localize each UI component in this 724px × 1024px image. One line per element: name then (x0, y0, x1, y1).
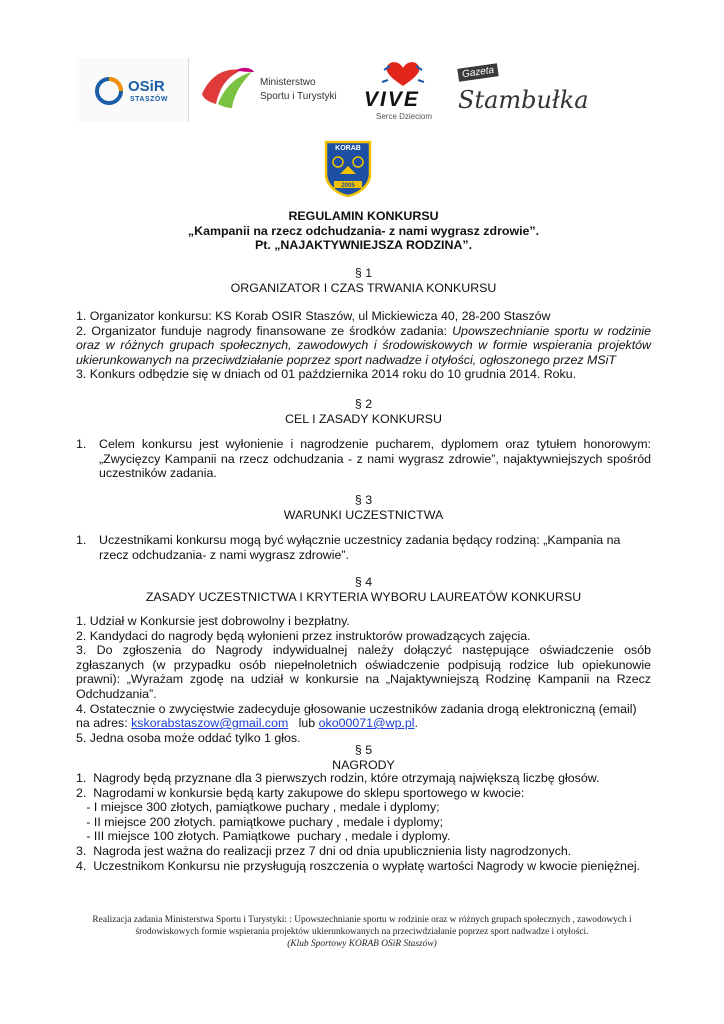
s1-point-1: 1. Organizator konkursu: KS Korab OSIR Staszów, ul Mickiewicza 40, 28-200 Staszów (76, 309, 551, 323)
section-mark: § 4 (354, 575, 373, 589)
s3-point-text: Uczestnikami konkursu mogą być wyłącznie uczestnicy zadania będący rodziną: „Kampania na rzecz odchudzania- z nami wygrasz zdrowie”. (99, 533, 621, 562)
footer-line-2: środowiskowych formie wspierania projektów ukierunkowanych na przeciwdziałanie poprzez sport nadwadze i otyłości. (135, 927, 589, 937)
s3-point-number: 1. (76, 533, 87, 547)
section-mark: § 5 (354, 743, 373, 757)
email-link-oko[interactable]: oko00071@wp.pl (318, 716, 415, 731)
s1-point-2 (76, 324, 651, 368)
s4-point-1: 1. Udział w Konkursie jest dobrowolny i bezpłatny. (76, 614, 350, 628)
doc-title: REGULAMIN KONKURSU (288, 209, 439, 223)
prizes-list (76, 771, 651, 873)
section-title: ZASADY UCZESTNICTWA I KRYTERIA WYBORU LAUREATÓW KONKURSU (145, 589, 582, 604)
list-item: - III miejsce 100 złotych. Pamiątkowe puchary , medale i dyplomy. (76, 829, 451, 844)
s2-point-text: Celem konkursu jest wyłonienie i nagrodzenie pucharem, dyplomem oraz tytułem honorowym: „Zwycięzcy Kampanii na rzecz odchudzania - z nami wygrasz zdrowie”, najaktywniejszych spośród uczestników zadania. (99, 437, 651, 481)
section-1 (76, 266, 651, 295)
list-item: - II miejsce 200 złotych. pamiątkowe puchary , medale i dyplomy; (76, 814, 444, 829)
s1-point-2-text: 2. Organizator funduje nagrody finansowane ze środków zadania: (76, 323, 453, 338)
s4-point-3: 3. Do zgłoszenia do Nagrody indywidualnej należy dołączyć następujące oświadczenie osób zgłaszanych (w przypadku osób niepełnoletnich oświadczenie podpisują rodzice lub opiekunowie prawni): „Wyrażam zgodę na udział w konkursie na „Najaktywniejszą Rodzinę Kampanii na Rzecz Odchudzania”. (76, 643, 651, 701)
s3-point-1 (76, 533, 651, 562)
osir-emblem-icon (94, 76, 124, 106)
korab-crest-icon (322, 138, 374, 198)
ministry-swoosh-icon (198, 64, 258, 114)
doc-subtitle: „Kampanii na rzecz odchudzania- z nami wygrasz zdrowie”. (187, 223, 540, 238)
ministry-line1: Ministerstwo (260, 77, 316, 88)
osir-logo (76, 58, 189, 122)
section-title: NAGRODY (332, 757, 395, 772)
section-4 (76, 575, 651, 604)
logo-bar (76, 58, 589, 124)
section-3 (76, 493, 651, 522)
ministry-line2: Sportu i Turystyki (260, 91, 337, 102)
s4-point-2: 2. Kandydaci do nagrody będą wyłonieni przez instruktorów prowadzących zajęcia. (76, 628, 531, 643)
doc-subtitle-2: Pt. „NAJAKTYWNIEJSZA RODZINA”. (254, 238, 473, 253)
osir-name: OSiR (128, 78, 165, 95)
footer-line-3: (Klub Sportowy KORAB OSiR Staszów) (287, 939, 437, 949)
list-item: - I miejsce 300 złotych, pamiątkowe puchary , medale i dyplomy; (76, 800, 440, 815)
s1-point-2-task: Upowszechnianie sportu w rodzinie oraz w różnych grupach społecznych, zawodowych i środowiskowych w formie wspierania projektów ukierunkowanych na przeciwdziałanie poprzez sport nadwadze i otyłości, ogłoszonego przez MSiT (76, 323, 651, 367)
vive-logo (364, 60, 444, 122)
vive-caption: Serce Dzieciom (376, 112, 433, 121)
email-link-kskorab[interactable]: kskorabstaszow@gmail.com (131, 716, 289, 731)
section-4-body (76, 614, 651, 745)
ministry-logo (198, 64, 340, 116)
section-2 (76, 397, 651, 426)
list-item: 4. Uczestnikom Konkursu nie przysługują roszczenia o wypłatę wartości Nagrody w kwocie pieniężnej. (76, 858, 641, 873)
s4-point-4 (76, 702, 651, 731)
s2-point-1 (76, 437, 651, 481)
s4-point-4-or: lub (288, 716, 319, 731)
s2-point-number: 1. (76, 437, 87, 451)
gazeta-logo (456, 64, 589, 124)
footer-line-1: Realizacja zadania Ministerstwa Sportu i Turystyki: : Upowszechnianie sportu w rodzinie oraz w różnych grupach społecznych , zawodowych i (92, 915, 632, 925)
vive-word: VIVE (364, 88, 420, 111)
section-mark: § 1 (354, 266, 373, 280)
section-title: WARUNKI UCZESTNICTWA (283, 507, 444, 522)
crest-year: 2005 (341, 183, 355, 189)
s1-point-3: 3. Konkurs odbędzie się w dniach od 01 października 2014 roku do 10 grudnia 2014. Roku. (76, 367, 577, 382)
s4-point-4-end: . (414, 716, 418, 731)
page-footer (70, 914, 654, 950)
section-title: CEL I ZASADY KONKURSU (285, 411, 442, 426)
gazeta-tag: Gazeta (457, 63, 499, 81)
osir-city: STASZÓW (130, 96, 168, 103)
section-1-body (76, 309, 651, 382)
section-mark: § 3 (354, 493, 373, 507)
s4-point-4-text: 4. Ostatecznie o zwycięstwie zadecyduje głosowanie uczestników zadania drogą elektroniczną (email) na adres: (76, 701, 637, 731)
list-item: 1. Nagrody będą przyznane dla 3 pierwszych rodzin, które otrzymają największą liczbę głosów. (76, 771, 600, 785)
list-item: 2. Nagrodami w konkursie będą karty zakupowe do sklepu sportowego w kwocie: (76, 785, 525, 800)
document-header (76, 209, 651, 253)
section-mark: § 2 (354, 397, 373, 411)
s4-point-5: 5. Jedna osoba może oddać tylko 1 głos. (76, 730, 301, 745)
list-item: 3. Nagroda jest ważna do realizacji przez 7 dni od dnia upublicznienia listy nagrodzonych. (76, 843, 572, 858)
section-title: ORGANIZATOR I CZAS TRWANIA KONKURSU (230, 280, 497, 295)
gazeta-name: Stambułka (458, 86, 589, 114)
section-5 (76, 743, 651, 772)
crest-top-text: KORAB (335, 145, 361, 152)
heart-icon (378, 60, 428, 90)
